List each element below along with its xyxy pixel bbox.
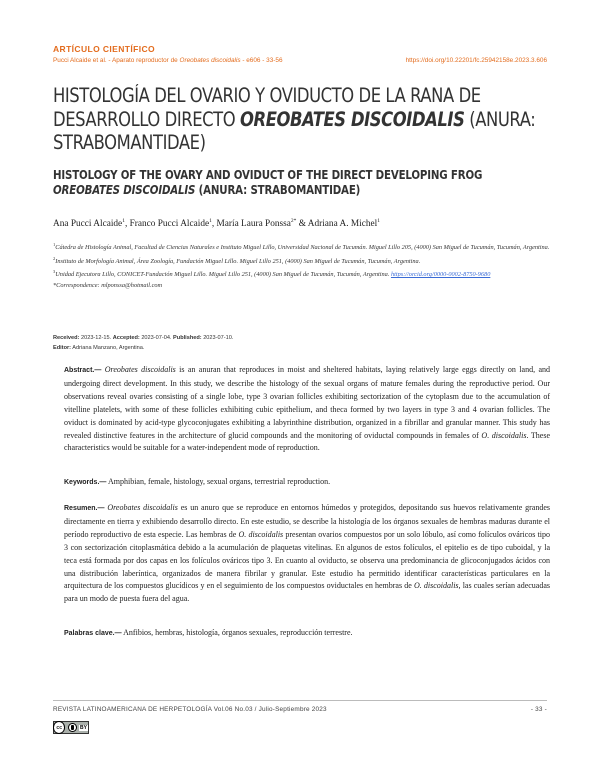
page-number: - 33 - xyxy=(530,706,547,713)
affiliation-2: $^2$Instituto de Morfología Animal, Área Zoología, Fundación Miguel Lillo. Miguel Lillo 251, (4000) San Miguel de Tucumán, Tucumán, Argentina. xyxy=(53,255,421,265)
cc-license-badge[interactable] xyxy=(53,721,89,734)
cc-icon: cc xyxy=(53,721,65,734)
keywords-label: Keywords.— xyxy=(64,479,107,486)
footer-divider xyxy=(53,700,547,701)
page-footer xyxy=(53,706,547,713)
author-name: Franco Pucci Alcaide xyxy=(129,219,210,230)
running-header xyxy=(53,57,547,64)
author-name: Ana Pucci Alcaide xyxy=(53,219,123,230)
cc-by-label: BY xyxy=(80,724,87,731)
author-list: Ana Pucci Alcaide$^1$, Franco Pucci Alcaide$^1$, María Laura Ponssa$^{2*}$ & Adriana A. Michel$^1$ xyxy=(53,218,380,230)
resumen: Resumen.— Oreobates discoidalis es un anuro que se reproduce en entornos húmedos y protegidos, depositando sus huevos relativamente grandes directamente en tierra y exhibiendo desarrollo directo. En este estudio, se describe la histología de los órganos sexuales de hembras maduras durante el período reproductivo de esta especie. Las hembras de O. discoidalis presentan ovarios compuestos por un solo lóbulo, así como folículos ováricos tipo 3 con sectorización citoplasmática debido a la acumulación de plaquetas vitelinas. En algunos de estos folículos, el epitelio es de tipo cuboidal, y la teca está formada por dos capas en los folículos ováricos tipo 3. En cuanto al oviducto, se observa una predominancia de glicoconjugados ácidos con una distribución laberíntica, organizados de manera fibrilar y granular. Este estudio ha permitido identificar características particulares en la arquitectura de los compuestos glucídicos y en el seguimiento de los compuestos oviductales en hembras de O. discoidalis, las cuales serían adecuadas para un modo de puesta fuera del agua. xyxy=(64,503,551,604)
abstract: Abstract.— Oreobates discoidalis is an anuran that reproduces in moist and sheltered habitats, laying relatively large eggs directly on land, and undergoing direct development. In this study, we describe the histology of the sexual organs of mature females during the reproductive period. Our observations reveal ovaries consisting of a single lobe, type 3 ovarian follicles exhibiting sectorization of the cytoplasm due to the accumulation of vitelline platelets, with some of these follicles exhibiting cubic epithelium, and theca formed by two layers in type 3 and 4 ovarian follicles. The oviduct is dominated by acid-type glycoconjugates exhibiting a labyrinthine distribution, organized in a fibrillar and granular manner. This study has revealed distinctive features in the architecture of glucid compounds and the monitoring of oviductal compounds in females of O. discoidalis. These characteristics would be suitable for a water-independent mode of reproduction. xyxy=(64,365,550,453)
title-english: HISTOLOGY OF THE OVARY AND OVIDUCT OF THE DIRECT DEVELOPING FROG OREOBATES DISCOIDALIS (ANURA: STRABOMANTIDAE) xyxy=(53,168,483,197)
orcid-link[interactable]: https://orcid.org/0000-0002-8750-9680 xyxy=(390,271,491,279)
palabras-clave: Palabras clave.— Anfibios, hembras, histología, órganos sexuales, reproducción terrestre. xyxy=(64,628,353,637)
title-spanish: HISTOLOGÍA DEL OVARIO Y OVIDUCTO DE LA RANA DE DESARROLLO DIRECTO OREOBATES DISCOIDALIS (ANURA: STRABOMANTIDAE) xyxy=(53,84,536,154)
author-name: María Laura Ponssa xyxy=(216,219,291,230)
affiliation-3: $^3$Unidad Ejecutora Lillo, CONICET-Fundación Miguel Lillo. Miguel Lillo 251, (4000) San Miguel de Tucumán, Tucumán, Argentina. https://orcid.org/0000-0002-8750-9680 xyxy=(53,269,491,279)
author-name: Adriana A. Michel xyxy=(307,219,378,230)
section-tag: ARTÍCULO CIENTÍFICO xyxy=(53,44,156,54)
doi-link[interactable]: https://doi.org/10.22201/fc.25942158e.2023.3.606 xyxy=(405,57,547,64)
article-dates: Received: 2023-12-15. Accepted: 2023-07-04. Published: 2023-07-10. Editor: Adriana Manzano, Argentina. xyxy=(53,335,234,351)
palabras-label: Palabras clave.— xyxy=(64,630,122,637)
attribution-icon xyxy=(68,723,77,732)
affiliations xyxy=(53,240,550,292)
abstract-label: Abstract.— xyxy=(64,367,102,374)
keywords: Keywords.— Amphibian, female, histology, sexual organs, terrestrial reproduction. xyxy=(64,477,331,486)
affiliation-1: $^1$Cátedra de Histología Animal, Facultad de Ciencias Naturales e Instituto Miguel Lillo, Universidad Nacional de Tucumán. Miguel Lillo 205, (4000) San Miguel de Tucumán, Tucumán, Argentina. xyxy=(53,242,550,252)
resumen-label: Resumen.— xyxy=(64,505,105,512)
correspondence: *Correspondence: mlponssa@hotmail.com xyxy=(53,282,163,290)
journal-name: REVISTA LATINOAMERICANA DE HERPETOLOGÍA Vol.06 No.03 / Julio-Septiembre 2023 xyxy=(53,706,327,713)
citation-line: Pucci Alcaide et al. - Aparato reproductor de Oreobates discoidalis - e606 - 33-56 xyxy=(53,57,283,64)
